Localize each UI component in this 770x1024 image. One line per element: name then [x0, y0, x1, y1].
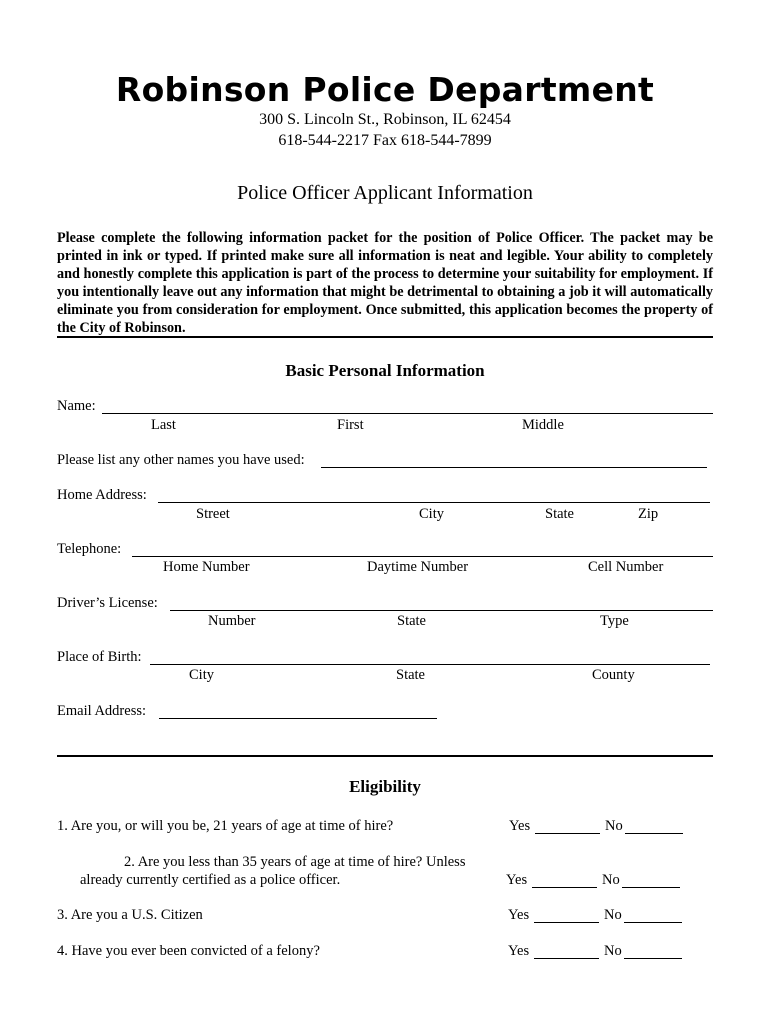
license-sub-state: State [397, 613, 426, 629]
eligibility-question-1: 1. Are you, or will you be, 21 years of age at time of hire? [57, 818, 394, 834]
form-subtitle: Police Officer Applicant Information [237, 182, 533, 204]
other-names-label: Please list any other names you have used: [57, 452, 305, 468]
name-sub-middle: Middle [522, 417, 564, 433]
no-label: No [604, 943, 622, 959]
q3-yes-field[interactable] [534, 922, 599, 923]
yes-label: Yes [509, 818, 531, 834]
drivers-license-field[interactable] [170, 610, 713, 611]
place-of-birth-label: Place of Birth: [57, 649, 142, 665]
section-divider [57, 336, 713, 338]
telephone-field[interactable] [132, 556, 713, 557]
yes-label: Yes [508, 907, 530, 923]
department-address: 300 S. Lincoln St., Robinson, IL 62454 [259, 111, 511, 128]
section-divider [57, 755, 713, 757]
q3-no-field[interactable] [624, 922, 682, 923]
telephone-label: Telephone: [57, 541, 122, 557]
other-names-field[interactable] [321, 467, 707, 468]
telephone-sub-daytime: Daytime Number [367, 559, 469, 575]
eligibility-question-2-cont: already currently certified as a police officer. [80, 872, 341, 888]
q4-yes-field[interactable] [534, 958, 599, 959]
eligibility-question-4: 4. Have you ever been convicted of a felony? [57, 943, 320, 959]
q1-yes-field[interactable] [535, 833, 600, 834]
eligibility-question-3: 3. Are you a U.S. Citizen [57, 907, 203, 923]
place-of-birth-field[interactable] [150, 664, 710, 665]
q4-no-field[interactable] [624, 958, 682, 959]
instructions-paragraph: Please complete the following information packet for the position of Police Officer. The packet may be printed in ink or typed. If printed make sure all information is neat and legible. Your ability to completely and honestly complete this application is part of the process to determine your suitability for employment. If you intentionally leave out any information that might be detrimental to obtaining a job it will automatically eliminate you from consideration for employment. Once submitted, this application becomes the property of the City of Robinson. [57, 230, 713, 336]
department-phone: 618-544-2217 Fax 618-544-7899 [278, 132, 492, 149]
yes-label: Yes [506, 872, 528, 888]
name-sub-first: First [337, 417, 364, 433]
section-heading-basic-info: Basic Personal Information [285, 361, 485, 380]
name-field[interactable] [102, 413, 713, 414]
email-field[interactable] [159, 718, 437, 719]
no-label: No [602, 872, 620, 888]
name-label: Name: [57, 398, 96, 414]
home-address-label: Home Address: [57, 487, 147, 503]
drivers-license-label: Driver’s License: [57, 595, 158, 611]
eligibility-question-2: 2. Are you less than 35 years of age at time of hire? Unless [124, 854, 466, 870]
telephone-sub-cell: Cell Number [588, 559, 664, 575]
no-label: No [604, 907, 622, 923]
email-label: Email Address: [57, 703, 147, 719]
yes-label: Yes [508, 943, 530, 959]
birth-sub-state: State [396, 667, 425, 683]
address-sub-state: State [545, 506, 574, 522]
birth-sub-city: City [189, 667, 214, 683]
name-sub-last: Last [151, 417, 176, 433]
q2-yes-field[interactable] [532, 887, 597, 888]
q1-no-field[interactable] [625, 833, 683, 834]
page-title: Robinson Police Department [115, 70, 655, 109]
address-sub-street: Street [196, 506, 230, 522]
telephone-sub-home: Home Number [163, 559, 250, 575]
q2-no-field[interactable] [622, 887, 680, 888]
no-label: No [605, 818, 623, 834]
address-sub-city: City [419, 506, 444, 522]
license-sub-type: Type [600, 613, 629, 629]
address-sub-zip: Zip [638, 506, 659, 522]
license-sub-number: Number [208, 613, 256, 629]
section-heading-eligibility: Eligibility [349, 777, 421, 796]
home-address-field[interactable] [158, 502, 710, 503]
birth-sub-county: County [592, 667, 635, 683]
